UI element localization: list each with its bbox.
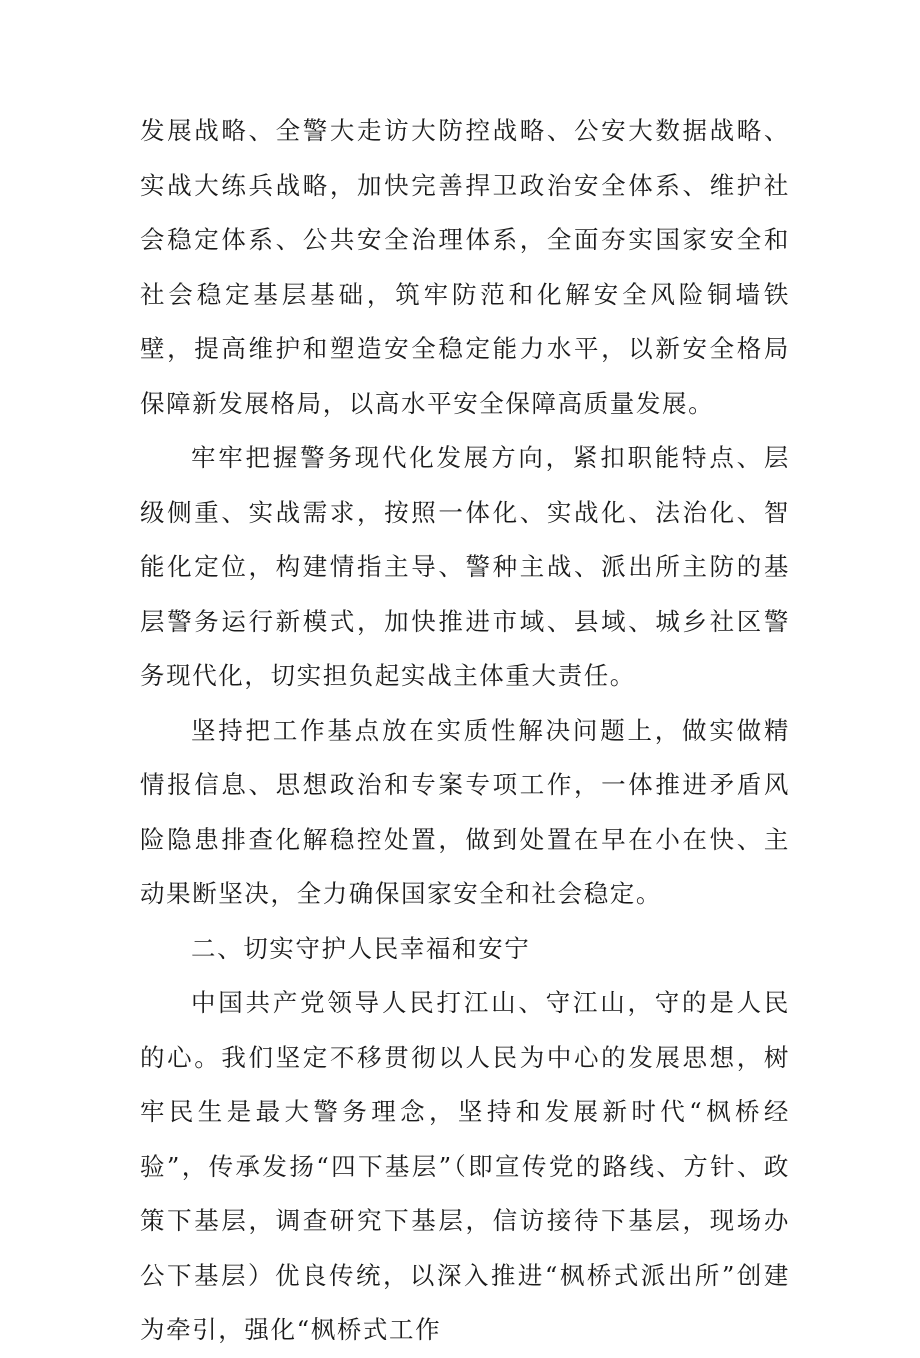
paragraph-people-centered: 中国共产党领导人民打江山、守江山，守的是人民的心。我们坚定不移贯彻以人民为中心的发展思想，树牢民生是最大警务理念，坚持和发展新时代“枫桥经验”，传承发扬“四下基层”（即宣传党的路线、方针、政策下基层，调查研究下基层，信访接待下基层，现场办公下基层）优良传统，以深入推进“枫桥式派出所”创建为牵引，强化“枫桥式工作 bbox=[140, 988, 790, 1344]
document-page bbox=[140, 104, 790, 1358]
section-heading: 二、切实守护人民幸福和安宁 bbox=[191, 933, 531, 963]
paragraph-policing-modernization: 牢牢把握警务现代化发展方向，紧扣职能特点、层级侧重、实战需求，按照一体化、实战化、法治化、智能化定位，构建情指主导、警种主战、派出所主防的基层警务运行新模式，加快推进市域、县域、城乡社区警务现代化，切实担负起实战主体重大责任。 bbox=[140, 443, 790, 690]
paragraph-problem-solving: 坚持把工作基点放在实质性解决问题上，做实做精情报信息、思想政治和专案专项工作，一体推进矛盾风险隐患排查化解稳控处置，做到处置在早在小在快、主动果断坚决，全力确保国家安全和社会稳定。 bbox=[140, 715, 790, 908]
paragraph-continued: 发展战略、全警大走访大防控战略、公安大数据战略、实战大练兵战略，加快完善捍卫政治安全体系、维护社会稳定体系、公共安全治理体系，全面夯实国家安全和社会稳定基层基础，筑牢防范和化解安全风险铜墙铁壁，提高维护和塑造安全稳定能力水平，以新安全格局保障新发展格局，以高水平安全保障高质量发展。 bbox=[140, 116, 790, 418]
